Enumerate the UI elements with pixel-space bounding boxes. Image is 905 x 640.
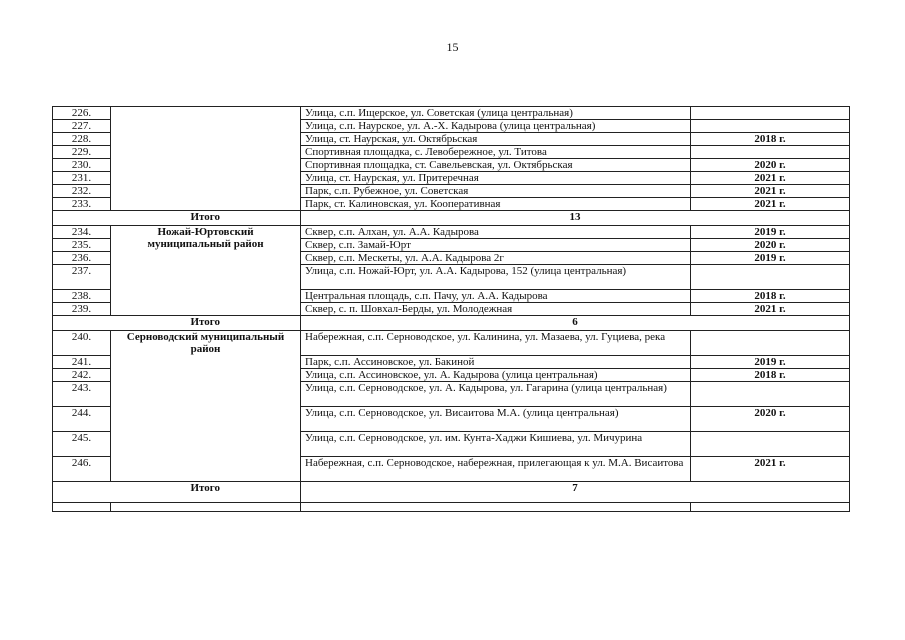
object-name: Спортивная площадка, ст. Савельевская, ул. Октябрьская (301, 159, 691, 172)
year-cell (691, 331, 850, 356)
district-name (111, 107, 301, 211)
footer-cell (691, 503, 850, 512)
total-row (53, 316, 850, 331)
row-number: 242. (53, 369, 111, 382)
object-name: Улица, с.п. Наурское, ул. А.-Х. Кадырова (улица центральная) (301, 120, 691, 133)
row-number: 238. (53, 290, 111, 303)
row-number: 244. (53, 407, 111, 432)
year-cell: 2019 г. (691, 252, 850, 265)
table-row (53, 226, 850, 239)
total-spacer (53, 316, 111, 331)
year-cell (691, 146, 850, 159)
table-row (53, 331, 850, 356)
object-name: Парк, ст. Калиновская, ул. Кооперативная (301, 198, 691, 211)
object-name: Улица, с.п. Серноводское, ул. А. Кадырова, ул. Гагарина (улица центральная) (301, 382, 691, 407)
year-cell: 2020 г. (691, 239, 850, 252)
footer-cell (301, 503, 691, 512)
year-cell: 2021 г. (691, 172, 850, 185)
year-cell: 2018 г. (691, 290, 850, 303)
total-spacer (53, 482, 111, 503)
object-name: Сквер, с.п. Замай-Юрт (301, 239, 691, 252)
object-name: Центральная площадь, с.п. Пачу, ул. А.А. Кадырова (301, 290, 691, 303)
year-cell: 2018 г. (691, 133, 850, 146)
total-value: 13 (301, 211, 850, 226)
row-number: 240. (53, 331, 111, 356)
year-cell: 2019 г. (691, 356, 850, 369)
year-cell (691, 120, 850, 133)
object-name: Сквер, с.п. Мескеты, ул. А.А. Кадырова 2г (301, 252, 691, 265)
year-cell (691, 107, 850, 120)
table-footer-row (53, 503, 850, 512)
row-number: 229. (53, 146, 111, 159)
year-cell: 2021 г. (691, 185, 850, 198)
total-value: 7 (301, 482, 850, 503)
object-name: Сквер, с. п. Шовхал-Берды, ул. Молодежная (301, 303, 691, 316)
object-name: Улица, с.п. Серноводское, ул. Висаитова М.А. (улица центральная) (301, 407, 691, 432)
page-number: 15 (446, 40, 459, 54)
total-spacer (53, 211, 111, 226)
row-number: 239. (53, 303, 111, 316)
row-number: 245. (53, 432, 111, 457)
year-cell: 2018 г. (691, 369, 850, 382)
object-name: Улица, ст. Наурская, ул. Притеречная (301, 172, 691, 185)
total-label: Итого (111, 316, 301, 331)
year-cell: 2019 г. (691, 226, 850, 239)
row-number: 241. (53, 356, 111, 369)
object-name: Улица, ст. Наурская, ул. Октябрьская (301, 133, 691, 146)
row-number: 230. (53, 159, 111, 172)
row-number: 233. (53, 198, 111, 211)
object-name: Набережная, с.п. Серноводское, ул. Калинина, ул. Мазаева, ул. Гуциева, река (301, 331, 691, 356)
row-number: 234. (53, 226, 111, 239)
year-cell: 2021 г. (691, 198, 850, 211)
row-number: 228. (53, 133, 111, 146)
year-cell (691, 432, 850, 457)
table-row (53, 107, 850, 120)
object-name: Сквер, с.п. Алхан, ул. А.А. Кадырова (301, 226, 691, 239)
total-row (53, 211, 850, 226)
row-number: 235. (53, 239, 111, 252)
object-name: Улица, с.п. Ассиновское, ул. А. Кадырова (улица центральная) (301, 369, 691, 382)
row-number: 227. (53, 120, 111, 133)
object-name: Улица, с.п. Ищерское, ул. Советская (улица центральная) (301, 107, 691, 120)
object-name: Спортивная площадка, с. Левобережное, ул. Титова (301, 146, 691, 159)
row-number: 232. (53, 185, 111, 198)
object-name: Улица, с.п. Ножай-Юрт, ул. А.А. Кадырова, 152 (улица центральная) (301, 265, 691, 290)
total-value: 6 (301, 316, 850, 331)
year-cell: 2021 г. (691, 457, 850, 482)
footer-cell (53, 503, 111, 512)
object-name: Набережная, с.п. Серноводское, набережная, прилегающая к ул. М.А. Висаитова (301, 457, 691, 482)
object-name: Парк, с.п. Рубежное, ул. Советская (301, 185, 691, 198)
row-number: 236. (53, 252, 111, 265)
row-number: 231. (53, 172, 111, 185)
row-number: 226. (53, 107, 111, 120)
row-number: 243. (53, 382, 111, 407)
year-cell: 2020 г. (691, 407, 850, 432)
total-label: Итого (111, 482, 301, 503)
year-cell: 2021 г. (691, 303, 850, 316)
row-number: 237. (53, 265, 111, 290)
object-name: Улица, с.п. Серноводское, ул. им. Кунта-Хаджи Кишиева, ул. Мичурина (301, 432, 691, 457)
district-name: Ножай-Юртовский муниципальный район (111, 226, 301, 316)
row-number: 246. (53, 457, 111, 482)
year-cell (691, 265, 850, 290)
district-name: Серноводский муниципальный район (111, 331, 301, 482)
registry-table (52, 106, 850, 512)
total-row (53, 482, 850, 503)
footer-cell (111, 503, 301, 512)
year-cell: 2020 г. (691, 159, 850, 172)
year-cell (691, 382, 850, 407)
object-name: Парк, с.п. Ассиновское, ул. Бакиной (301, 356, 691, 369)
total-label: Итого (111, 211, 301, 226)
